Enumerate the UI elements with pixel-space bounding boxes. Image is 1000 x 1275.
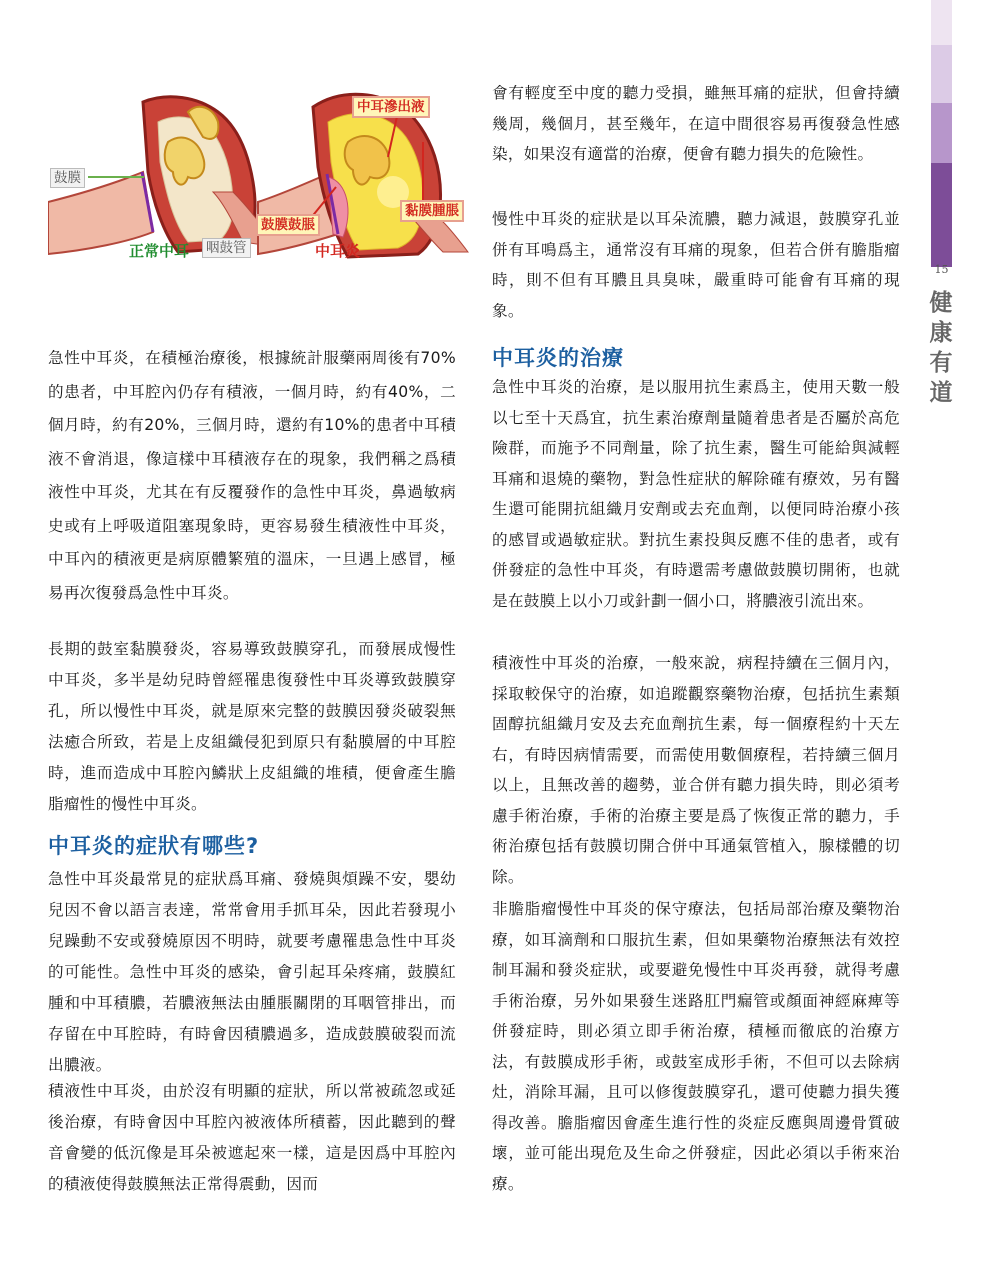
paragraph-chronic-symptoms: 慢性中耳炎的症狀是以耳朵流膿，聽力減退，鼓膜穿孔並併有耳鳴爲主，通常沒有耳痛的現象，但若合併有膽脂瘤時，則不但有耳膿且具臭味，嚴重時可能會有耳痛的現象。: [492, 210, 900, 320]
heading-treatment: 中耳炎的治療: [492, 346, 624, 370]
paragraph-non-cholesteatoma-treatment: 非膽脂瘤慢性中耳炎的保守療法，包括局部治療及藥物治療，如耳滴劑和口服抗生素，但如果藥物治療無法有效控制耳漏和發炎症狀，或要避免慢性中耳炎再發，就得考慮手術治療，另外如果發生迷路肛門瘺管或顏面神經麻痺等併發症時，則必須立即手術治療，積極而徹底的治療方法，有鼓膜成形手術，或鼓室成形手術，不但可以去除病灶，消除耳漏，且可以修復鼓膜穿孔，還可使聽力損失獲得改善。膽脂瘤因會產生進行性的炎症反應與周邊骨質破壞，並可能出現危及生命之併發症，因此必須以手術來治療。: [492, 900, 900, 1193]
paragraph-effusion-treatment: 積液性中耳炎的治療，一般來說，病程持續在三個月內，採取較保守的治療，如追蹤觀察藥物治療，包括抗生素類固醇抗組織月安及去充血劑抗生素，每一個療程約十天左右，有時因病情需要，而需使用數個療程，若持續三個月以上，且無改善的趨勢，並合併有聽力損失時，則必須考慮手術治療，手術的治療主要是爲了恢復正常的聽力，手術治療包括有鼓膜切開合併中耳通氣管植入，腺樣體的切除。: [492, 654, 900, 886]
paragraph-acute-symptoms: 急性中耳炎最常見的症狀爲耳痛、發燒與煩躁不安，嬰幼兒因不會以語言表達，常常會用手抓耳朵，因此若發現小兒躁動不安或發燒原因不明時，就要考慮罹患急性中耳炎的可能性。急性中耳炎的感染，會引起耳朵疼痛，鼓膜紅腫和中耳積膿，若膿液無法由腫脹關閉的耳咽管排出，而存留在中耳腔時，有時會因積膿過多，造成鼓膜破裂而流出膿液。: [48, 870, 456, 1074]
magazine-title: 健康有道: [929, 289, 953, 406]
label-normal-middle-ear: 正常中耳: [129, 242, 190, 260]
ear-anatomy-figure: [48, 82, 474, 274]
paragraph-hearing-loss: 會有輕度至中度的聽力受損，雖無耳痛的症狀，但會持續幾周，幾個月，甚至幾年，在這中間很容易再復發急性感染，如果沒有適當的治療，便會有聽力損失的危險性。: [492, 84, 900, 163]
label-eustachian-tube: 咽鼓管: [202, 238, 251, 258]
page-number: 15: [934, 263, 949, 276]
paragraph-acute-treatment: 急性中耳炎的治療，是以服用抗生素爲主，使用天數一般以七至十天爲宜，抗生素治療劑量隨着患者是否屬於高危險群，而施予不同劑量，除了抗生素，醫生可能給與減輕耳痛和退燒的藥物，對急性症狀的解除確有療效，另有醫生還可能開抗組織月安劑或去充血劑，以便同時治療小孩的感冒或過敏症狀。對抗生素投與反應不佳的患者，或有併發症的急性中耳炎，有時還需考慮做鼓膜切開術，也就是在鼓膜上以小刀或針劃一個小口，將膿液引流出來。: [492, 378, 900, 610]
paragraph-effusion-symptoms: 積液性中耳炎，由於沒有明顯的症狀，所以常被疏忽或延後治療，有時會因中耳腔內被液体所積蓄，因此聽到的聲音會變的低沉像是耳朵被遮起來一樣，這是因爲中耳腔內的積液使得鼓膜無法正常得震動，因而: [48, 1082, 456, 1193]
label-otitis-media: 中耳炎: [315, 242, 361, 260]
label-bulging-eardrum: 鼓膜鼓脹: [256, 214, 320, 236]
label-middle-ear-effusion: 中耳滲出液: [352, 96, 430, 118]
paragraph-effusion-statistics: 急性中耳炎，在積極治療後，根據統計服藥兩周後有70%的患者，中耳腔內仍存有積液，一個月時，約有40%，二個月時，約有20%，三個月時，還約有10%的患者中耳積液不會消退，像這樣中耳積液存在的現象，我們稱之爲積液性中耳炎，尤其在有反覆發作的急性中耳炎，鼻過敏病史或有上呼吸道阻塞現象時，更容易發生積液性中耳炎，中耳內的積液更是病原體繁殖的溫床，一旦遇上感冒，極易再次復發爲急性中耳炎。: [48, 349, 456, 602]
heading-symptoms: 中耳炎的症狀有哪些?: [48, 834, 260, 858]
paragraph-chronic-otitis: 長期的鼓室黏膜發炎，容易導致鼓膜穿孔，而發展成慢性中耳炎，多半是幼兒時曾經罹患復發性中耳炎導致鼓膜穿孔，所以慢性中耳炎，就是原來完整的鼓膜因發炎破裂無法癒合所致，若是上皮組織侵犯到原只有黏膜層的中耳腔時，進而造成中耳腔內鱗狀上皮組織的堆積，便會產生膽脂瘤性的慢性中耳炎。: [48, 640, 456, 813]
label-tympanic-membrane: 鼓膜: [50, 168, 85, 188]
label-mucosa-swelling: 黏膜腫脹: [400, 200, 464, 222]
